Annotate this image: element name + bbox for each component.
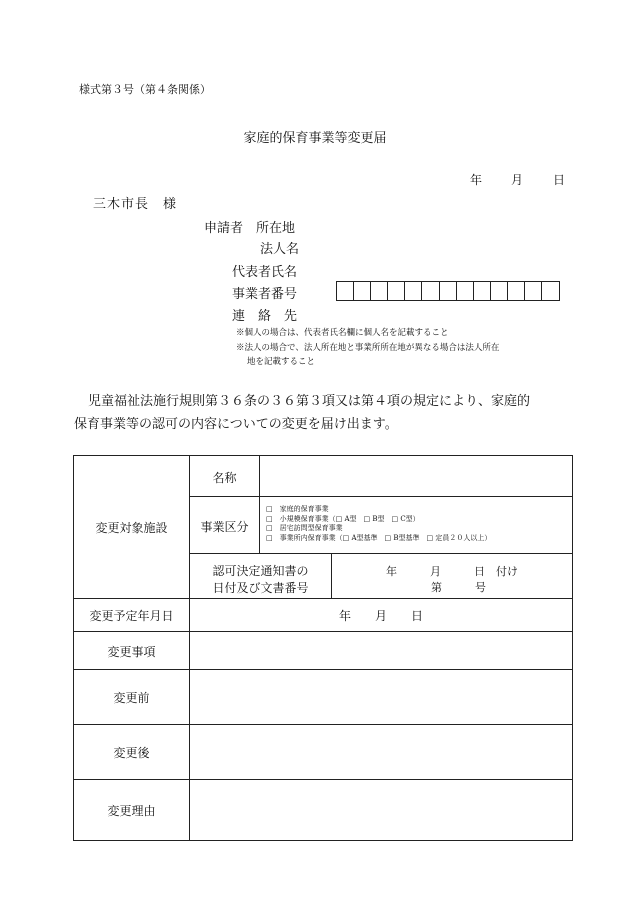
approval-number-line: 第 号 bbox=[431, 581, 486, 594]
form-number: 様式第３号（第４条関係） bbox=[79, 83, 211, 96]
target-facility-label: 変更対象施設 bbox=[95, 521, 168, 535]
reason-label: 変更理由 bbox=[107, 804, 156, 818]
page-title: 家庭的保育事業等変更届 bbox=[243, 131, 387, 146]
option-workplace[interactable]: □ 事業所内保育事業（□ A型基準 □ B型基準 □ 定員２０人以上） bbox=[266, 533, 492, 542]
note-corporation-line2: 地を記載すること bbox=[247, 357, 316, 367]
approval-label-line1: 認可決定通知書の bbox=[212, 564, 309, 578]
representative-label: 代表者氏名 bbox=[232, 265, 298, 280]
planned-date-label: 変更予定年月日 bbox=[89, 609, 174, 623]
note-individual: ※個人の場合は、代表者氏名欄に個人名を記載すること bbox=[236, 328, 449, 338]
option-home-visit[interactable]: □ 居宅訪問型保育事業 bbox=[266, 524, 343, 532]
contact-label: 連 絡 先 bbox=[232, 309, 298, 324]
approval-date-line: 年 月 日 付け bbox=[386, 565, 518, 578]
addressee: 三木市長 様 bbox=[93, 197, 178, 212]
approval-label-line2: 日付及び文書番号 bbox=[212, 581, 309, 595]
business-number-label: 事業者番号 bbox=[232, 287, 298, 302]
corporation-name-label: 法人名 bbox=[260, 242, 300, 257]
planned-date-value[interactable]: 年 月 日 bbox=[338, 609, 423, 623]
date-month: 月 bbox=[511, 173, 524, 187]
business-type-options[interactable] bbox=[266, 505, 491, 543]
change-item-label: 変更事項 bbox=[107, 645, 156, 659]
declaration-line2: 保育事業等の認可の内容についての変更を届け出ます。 bbox=[74, 417, 398, 432]
date-day: 日 bbox=[553, 173, 566, 187]
applicant-location-label: 申請者 所在地 bbox=[204, 221, 296, 236]
business-type-label: 事業区分 bbox=[200, 520, 249, 534]
declaration-line1: 児童福祉法施行規則第３６条の３６第３項又は第４項の規定により、家庭的 bbox=[88, 394, 531, 409]
after-label: 変更後 bbox=[113, 746, 150, 760]
before-label: 変更前 bbox=[113, 691, 150, 705]
option-family-daycare[interactable]: □ 家庭的保育事業 bbox=[266, 505, 329, 513]
note-corporation-line1: ※法人の場合で、法人所在地と事業所所在地が異なる場合は法人所在 bbox=[236, 343, 500, 353]
option-small-scale[interactable]: □ 小規模保育事業（□ A型 □ B型 □ C型） bbox=[266, 514, 420, 523]
facility-name-label: 名称 bbox=[212, 471, 237, 485]
date-year: 年 bbox=[470, 173, 483, 187]
